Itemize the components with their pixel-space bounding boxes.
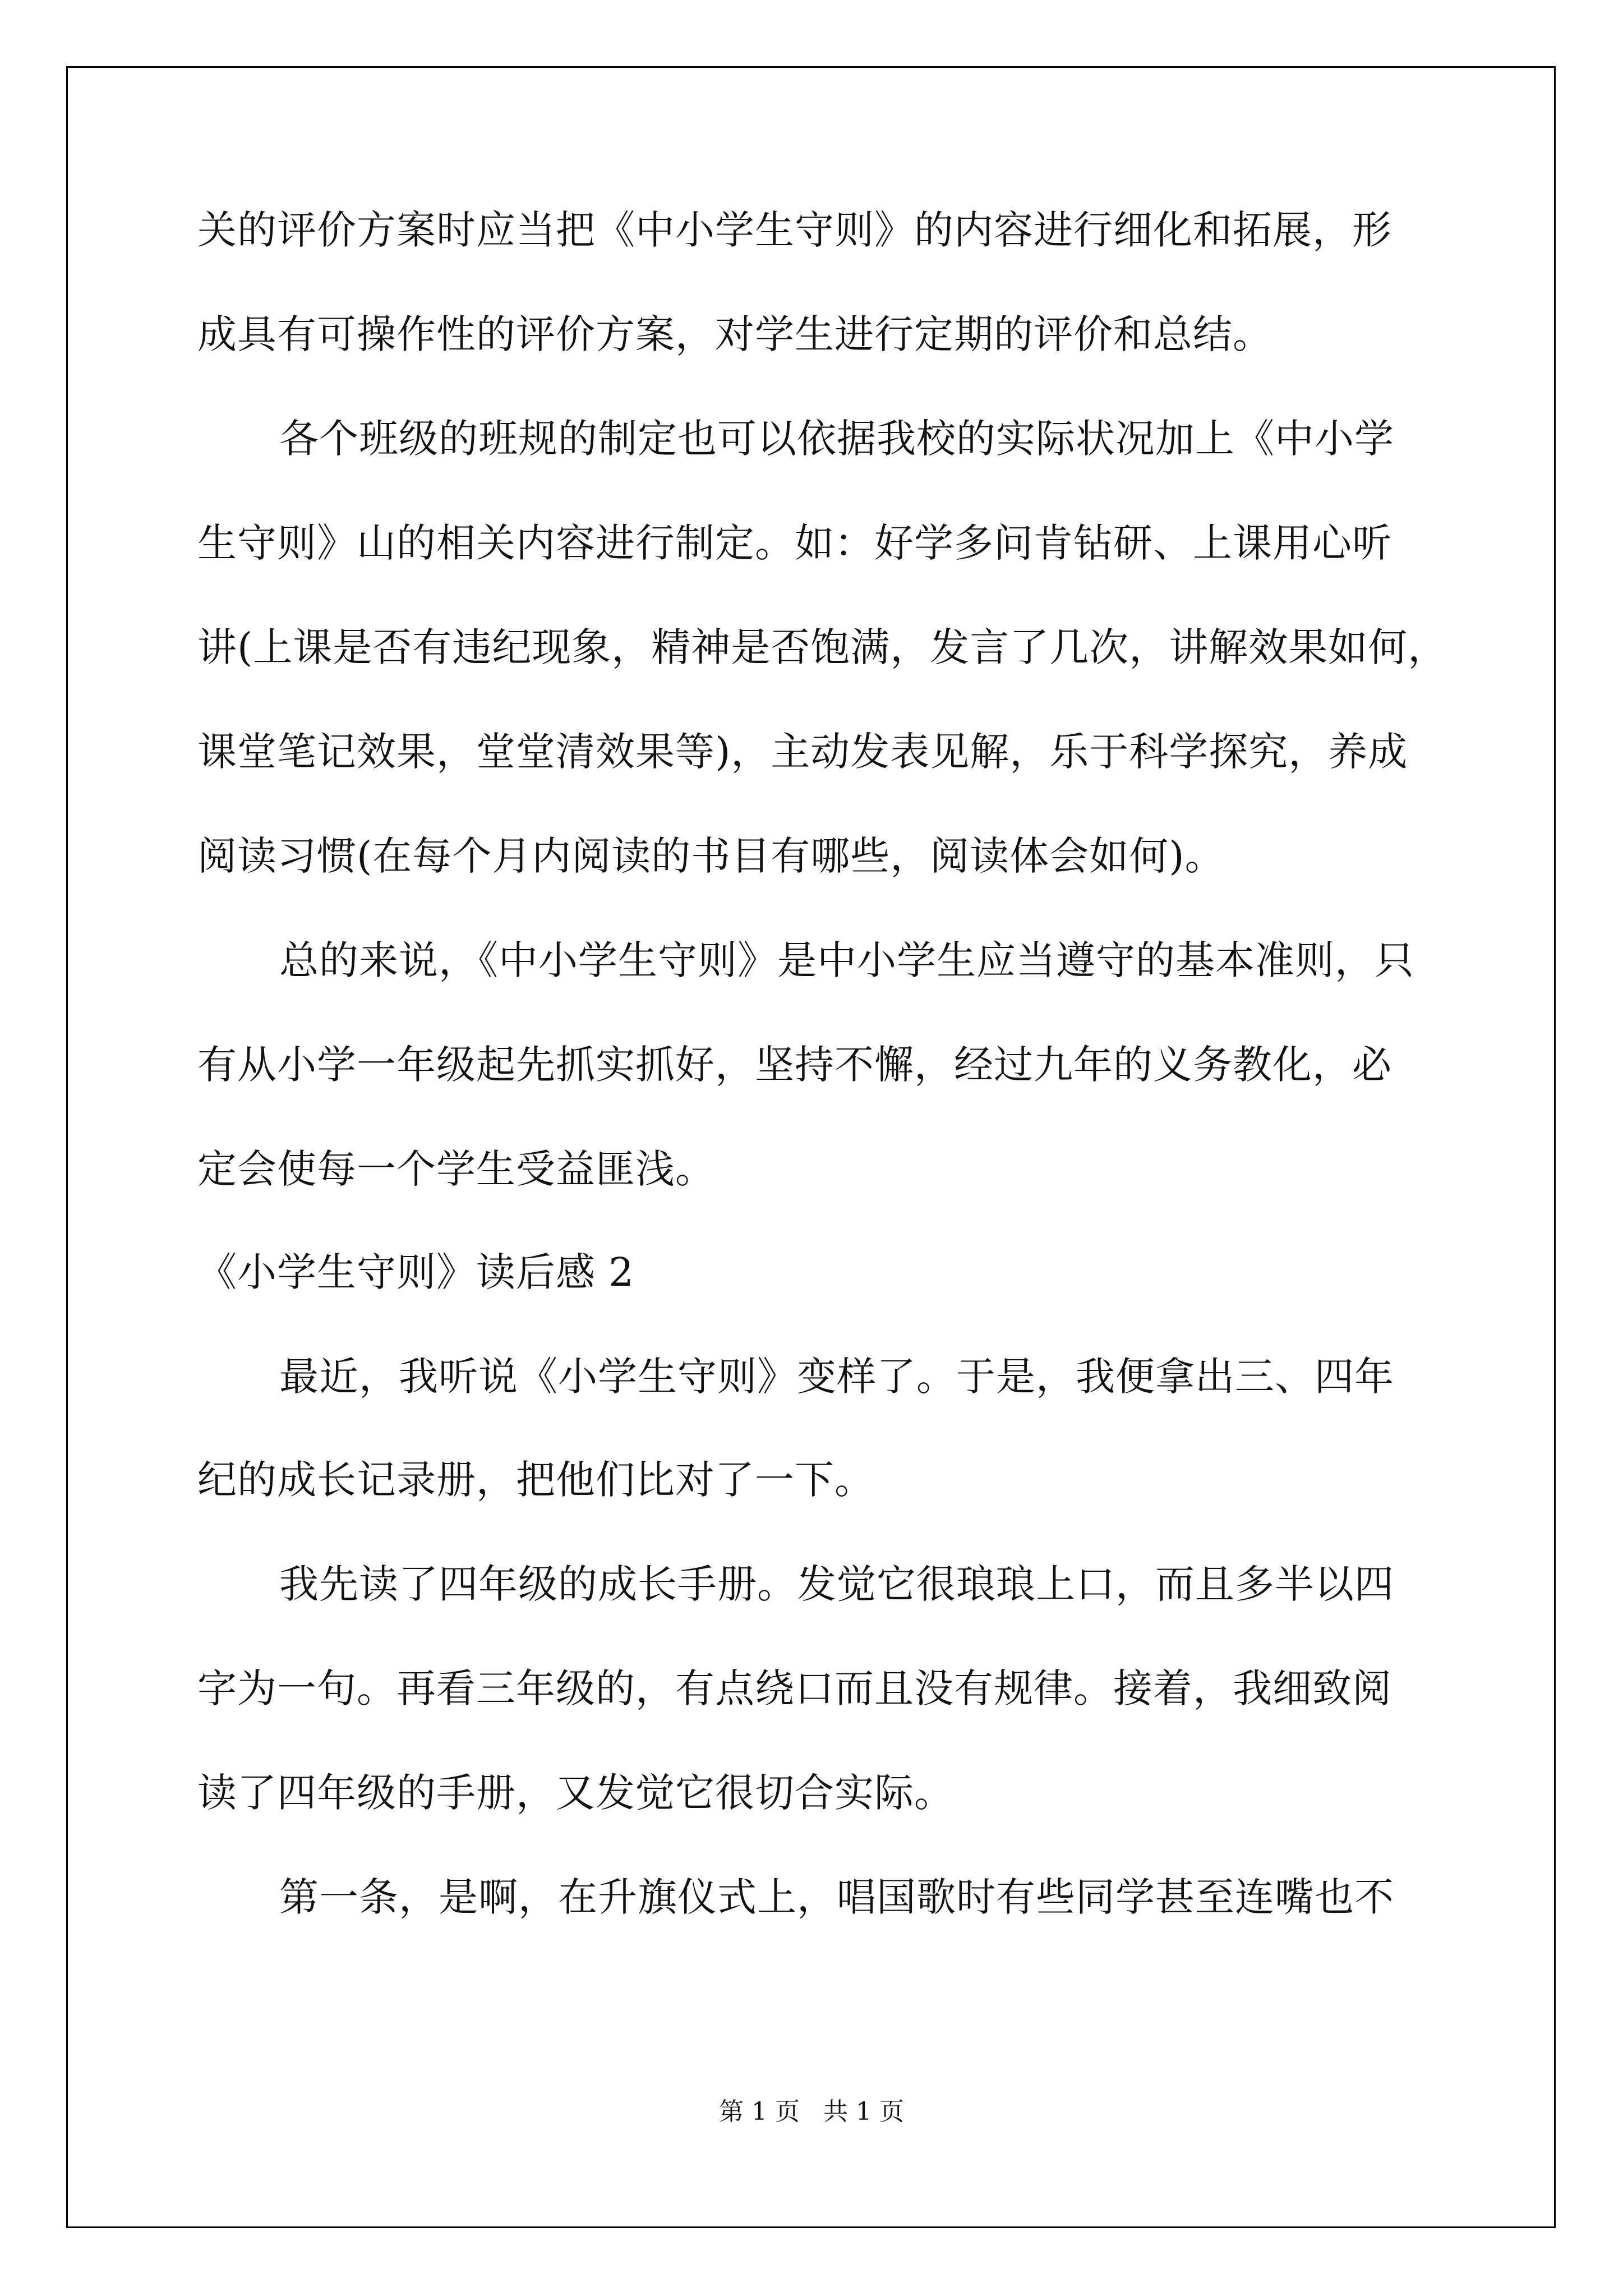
text-line-16: 读了四年级的手册，又发觉它很切合实际。 bbox=[197, 1770, 954, 1816]
text-line-2: 成具有可操作性的评价方案，对学生进行定期的评价和总结。 bbox=[197, 311, 1272, 357]
text-line-4: 生守则》山的相关内容进行制定。如：好学多问肯钻研、上课用心听 bbox=[197, 520, 1392, 566]
text-line-6: 课堂笔记效果，堂堂清效果等)，主动发表见解，乐于科学探究，养成 bbox=[197, 729, 1408, 775]
text-line-14: 我先读了四年级的成长手册。发觉它很琅琅上口，而且多半以四 bbox=[279, 1561, 1394, 1607]
text-line-7: 阅读习惯(在每个月内阅读的书目有哪些，阅读体会如何)。 bbox=[197, 833, 1225, 879]
text-line-10: 定会使每一个学生受益匪浅。 bbox=[197, 1146, 715, 1192]
page-footer bbox=[0, 2091, 1623, 2127]
text-line-17: 第一条，是啊，在升旗仪式上，唱国歌时有些同学甚至连嘴也不 bbox=[279, 1874, 1394, 1920]
section-heading: 《小学生守则》读后感 2 bbox=[197, 1249, 634, 1295]
text-line-3: 各个班级的班规的制定也可以依据我校的实际状况加上《中小学 bbox=[279, 416, 1394, 462]
text-line-15: 字为一句。再看三年级的，有点绕口而且没有规律。接着，我细致阅 bbox=[197, 1665, 1392, 1711]
text-line-1: 关的评价方案时应当把《中小学生守则》的内容进行细化和拓展，形 bbox=[197, 207, 1392, 253]
text-line-13: 纪的成长记录册，把他们比对了一下。 bbox=[197, 1457, 874, 1503]
text-line-12: 最近，我听说《小学生守则》变样了。于是，我便拿出三、四年 bbox=[279, 1354, 1394, 1400]
text-line-8: 总的来说，《中小学生守则》是中小学生应当遵守的基本准则，只 bbox=[279, 937, 1414, 983]
page-total: 共 1 页 bbox=[823, 2097, 904, 2126]
page-number: 第 1 页 bbox=[719, 2097, 800, 2126]
text-line-9: 有从小学一年级起先抓实抓好，坚持不懈，经过九年的义务教化，必 bbox=[197, 1042, 1392, 1088]
text-line-5: 讲(上课是否有违纪现象，精神是否饱满，发言了几次，讲解效果如何， bbox=[197, 624, 1448, 670]
document-body bbox=[197, 207, 1448, 1920]
